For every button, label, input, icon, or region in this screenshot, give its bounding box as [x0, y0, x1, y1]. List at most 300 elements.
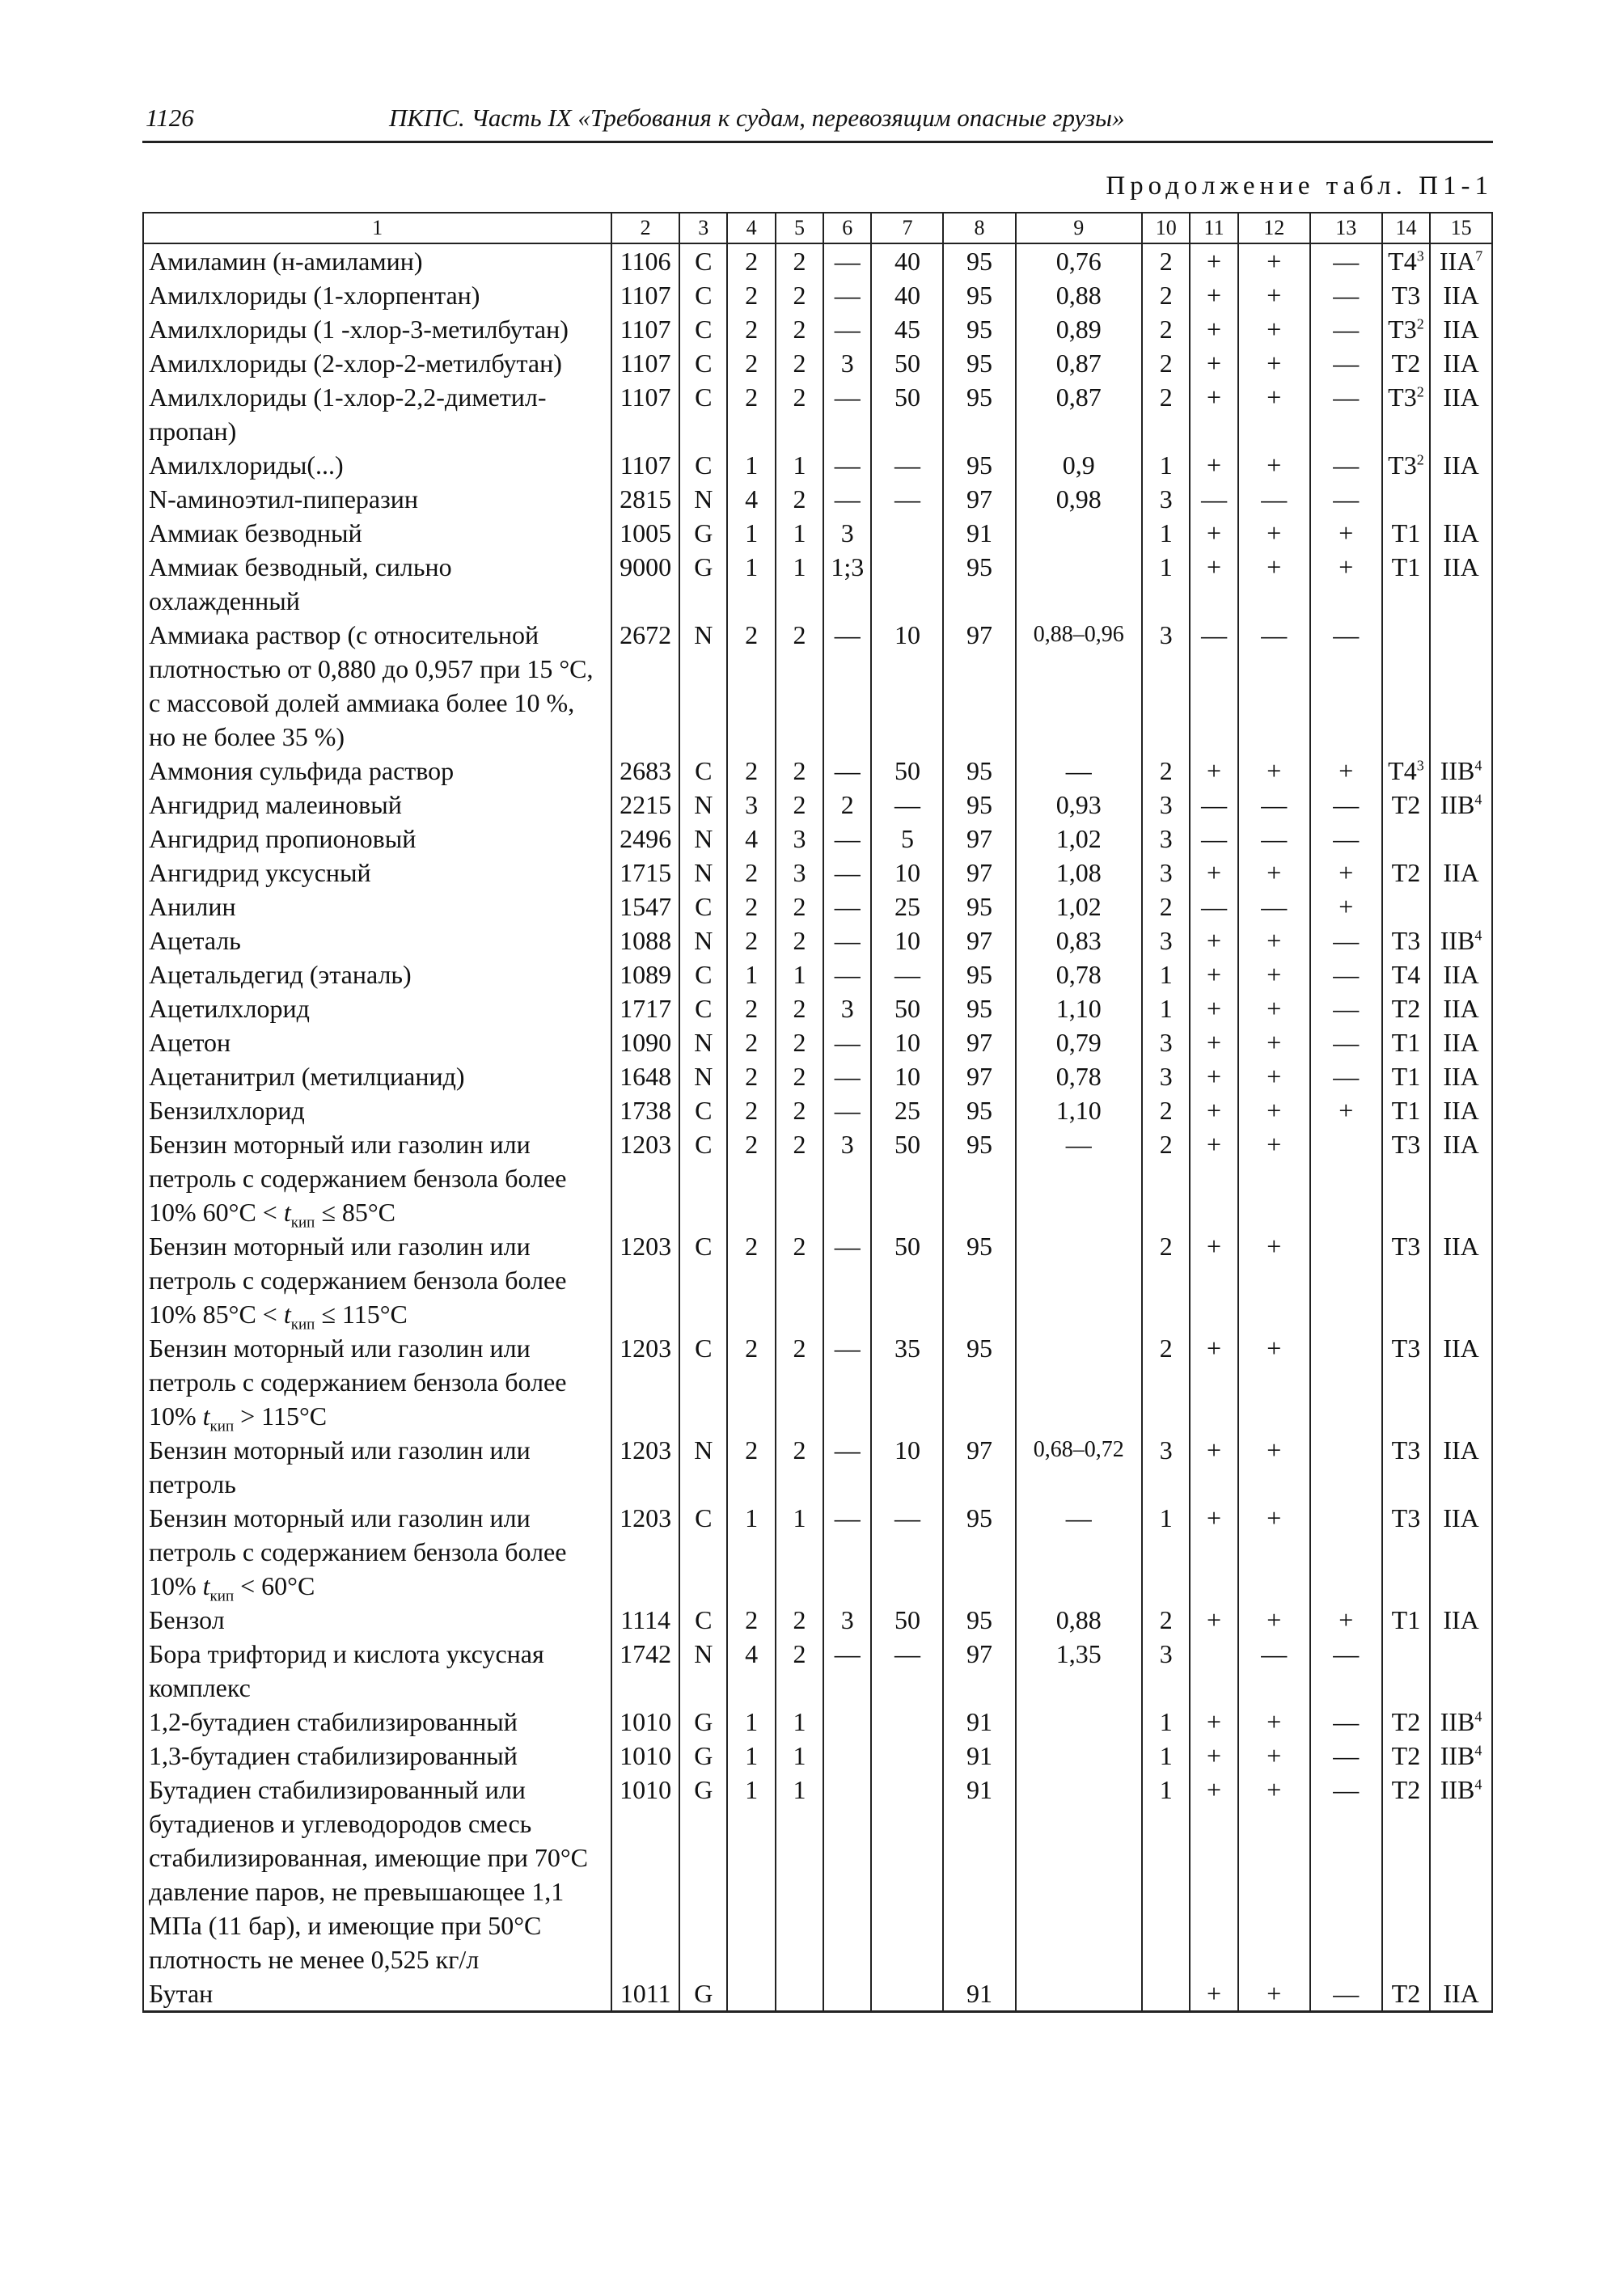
column-header: 1	[143, 213, 611, 243]
table-cell: —	[823, 1501, 871, 1603]
table-cell: 97	[943, 1025, 1015, 1059]
column-header: 7	[871, 213, 943, 243]
table-cell: —	[1310, 448, 1382, 482]
table-cell: —	[1310, 957, 1382, 991]
table-cell: G	[679, 1739, 727, 1773]
table-cell: +	[1190, 1705, 1237, 1739]
table-cell: IIA	[1430, 1127, 1492, 1229]
table-cell: 10	[871, 1059, 943, 1093]
table-cell: +	[1190, 856, 1237, 890]
table-cell: +	[1238, 991, 1310, 1025]
table-cell: 10	[871, 1433, 943, 1501]
table-cell: C	[679, 1603, 727, 1637]
table-cell: +	[1190, 1025, 1237, 1059]
table-cell: G	[679, 1705, 727, 1739]
table-cell: 97	[943, 822, 1015, 856]
table-cell: $T4^3$	[1382, 754, 1430, 788]
table-cell: —	[1016, 1501, 1143, 1603]
table-cell: 95	[943, 1501, 1015, 1603]
table-cell: IIA	[1430, 312, 1492, 346]
cargo-name-cell: Аммиак безводный	[143, 516, 611, 550]
table-cell: +	[1190, 1976, 1237, 2012]
table-cell: —	[1190, 482, 1237, 516]
table-cell: 3	[1142, 1433, 1190, 1501]
table-cell: IIA	[1430, 1093, 1492, 1127]
table-cell: T3	[1382, 1229, 1430, 1331]
table-cell: 40	[871, 278, 943, 312]
cargo-name-cell: Ангидрид пропионовый	[143, 822, 611, 856]
table-cell: 0,83	[1016, 924, 1143, 957]
table-cell: 25	[871, 890, 943, 924]
cargo-name-cell: Ацетон	[143, 1025, 611, 1059]
table-cell: IIA	[1430, 346, 1492, 380]
cargo-name-cell: Бора трифторид и кислота уксусная комплекс	[143, 1637, 611, 1705]
table-cell: 3	[1142, 822, 1190, 856]
table-header-row	[143, 213, 1492, 243]
table-cell: +	[1310, 1603, 1382, 1637]
table-cell: 2	[1142, 312, 1190, 346]
table-cell: 2	[1142, 1127, 1190, 1229]
table-cell: +	[1238, 516, 1310, 550]
table-cell: —	[823, 243, 871, 278]
table-cell: 95	[943, 957, 1015, 991]
table-cell: —	[1238, 890, 1310, 924]
table-cell: C	[679, 890, 727, 924]
table-cell: IIA	[1430, 1331, 1492, 1433]
table-row	[143, 1093, 1492, 1127]
table-cell: 1738	[611, 1093, 679, 1127]
table-cell: 91	[943, 1773, 1015, 1976]
table-cell: 95	[943, 1603, 1015, 1637]
table-cell: 10	[871, 1025, 943, 1059]
column-header: 4	[727, 213, 775, 243]
table-row	[143, 1637, 1492, 1705]
table-cell	[776, 1976, 823, 2012]
table-cell: +	[1190, 1059, 1237, 1093]
table-cell: 2	[776, 346, 823, 380]
table-cell: 97	[943, 1433, 1015, 1501]
table-cell: 2	[823, 788, 871, 822]
table-cell: —	[823, 618, 871, 754]
cargo-name-cell: 1,3-бутадиен стабилизированный	[143, 1739, 611, 1773]
table-cell: +	[1190, 1229, 1237, 1331]
table-cell: —	[1310, 1637, 1382, 1705]
cargo-name-cell: Амилхлориды (1-хлорпентан)	[143, 278, 611, 312]
table-cell: —	[871, 1501, 943, 1603]
table-cell: T3	[1382, 1331, 1430, 1433]
table-cell: IIA	[1430, 1976, 1492, 2012]
table-cell	[727, 1976, 775, 2012]
table-cell: 1106	[611, 243, 679, 278]
table-cell: —	[1310, 991, 1382, 1025]
table-cell: 1203	[611, 1501, 679, 1603]
table-cell: 97	[943, 482, 1015, 516]
table-cell: 3	[1142, 856, 1190, 890]
table-cell: —	[1016, 1127, 1143, 1229]
table-cell: +	[1190, 516, 1237, 550]
table-cell: IIA	[1430, 1059, 1492, 1093]
table-cell: 1	[727, 516, 775, 550]
table-cell: 1	[727, 1739, 775, 1773]
table-cell	[1430, 1637, 1492, 1705]
table-cell: 1203	[611, 1433, 679, 1501]
table-cell: 95	[943, 1093, 1015, 1127]
column-header: 11	[1190, 213, 1237, 243]
table-cell: 1090	[611, 1025, 679, 1059]
table-cell: 2	[1142, 1093, 1190, 1127]
table-cell: —	[1310, 1025, 1382, 1059]
table-cell: 1011	[611, 1976, 679, 2012]
cargo-name-cell: Амилхлориды (1-хлор-2,2-диметил-пропан)	[143, 380, 611, 448]
table-cell: 0,78	[1016, 957, 1143, 991]
table-cell: +	[1190, 1433, 1237, 1501]
table-cell: 0,98	[1016, 482, 1143, 516]
table-cell: 91	[943, 1739, 1015, 1773]
table-cell: T3	[1382, 1127, 1430, 1229]
table-body	[143, 243, 1492, 2012]
table-cell: 1010	[611, 1739, 679, 1773]
table-cell: —	[823, 448, 871, 482]
table-cell: +	[1190, 380, 1237, 448]
table-cell: G	[679, 1773, 727, 1976]
cargo-name-cell: Бензин моторный или газолин или петроль с содержанием бензола более 10% $85^\circ C < t_{кип} \le 115^\circ C$	[143, 1229, 611, 1331]
table-cell: 1,10	[1016, 1093, 1143, 1127]
table-row	[143, 1059, 1492, 1093]
column-header: 14	[1382, 213, 1430, 243]
table-cell: T3	[1382, 1501, 1430, 1603]
table-cell: 1	[776, 550, 823, 618]
table-cell: —	[823, 1229, 871, 1331]
table-cell: 1010	[611, 1705, 679, 1739]
table-cell: 2	[776, 278, 823, 312]
table-cell: —	[1310, 1773, 1382, 1976]
table-cell: 95	[943, 754, 1015, 788]
table-cell: +	[1190, 1127, 1237, 1229]
table-cell: 95	[943, 380, 1015, 448]
table-cell: IIB$^4$	[1430, 924, 1492, 957]
table-cell: 2	[1142, 1331, 1190, 1433]
table-cell: 3	[823, 346, 871, 380]
table-row	[143, 822, 1492, 856]
table-cell: 50	[871, 1229, 943, 1331]
table-cell: +	[1238, 1705, 1310, 1739]
table-cell: C	[679, 1331, 727, 1433]
table-cell: 2	[727, 924, 775, 957]
cargo-name-cell: Амилхлориды (2-хлор-2-метилбутан)	[143, 346, 611, 380]
table-cell: 10	[871, 618, 943, 754]
table-cell: T2	[1382, 1739, 1430, 1773]
cargo-name-cell: Бутан	[143, 1976, 611, 2012]
table-row	[143, 243, 1492, 278]
table-cell: 4	[727, 1637, 775, 1705]
table-cell: —	[823, 1059, 871, 1093]
table-cell: 2	[776, 991, 823, 1025]
table-cell: C	[679, 754, 727, 788]
table-cell	[1430, 890, 1492, 924]
table-cell: 3	[823, 1127, 871, 1229]
table-row	[143, 1229, 1492, 1331]
table-row	[143, 1976, 1492, 2012]
table-cell	[1382, 1637, 1430, 1705]
table-cell: +	[1238, 312, 1310, 346]
cargo-name-cell: Бензин моторный или газолин или петроль с содержанием бензола более 10% $t_{кип} < 60^\circ C$	[143, 1501, 611, 1603]
table-cell: C	[679, 346, 727, 380]
table-cell: 45	[871, 312, 943, 346]
table-cell: 2	[776, 1637, 823, 1705]
cargo-name-cell: N-аминоэтил-пиперазин	[143, 482, 611, 516]
table-row	[143, 788, 1492, 822]
cargo-name-cell: Бензин моторный или газолин или петроль с содержанием бензола более 10% $t_{кип} > 115^\circ C$	[143, 1331, 611, 1433]
table-cell: —	[823, 890, 871, 924]
table-cell: IIA	[1430, 516, 1492, 550]
table-cell: 0,88	[1016, 278, 1143, 312]
table-cell: 1107	[611, 312, 679, 346]
table-cell: +	[1238, 1739, 1310, 1773]
table-cell: +	[1190, 1093, 1237, 1127]
table-cell: 1;3	[823, 550, 871, 618]
table-row	[143, 924, 1492, 957]
cargo-name-cell: Бензол	[143, 1603, 611, 1637]
table-cell: —	[1310, 1059, 1382, 1093]
table-cell: 2683	[611, 754, 679, 788]
table-cell	[1016, 1705, 1143, 1739]
table-cell: 1	[727, 1705, 775, 1739]
table-cell: N	[679, 822, 727, 856]
table-cell: 2	[727, 1093, 775, 1127]
table-row	[143, 991, 1492, 1025]
table-cell: +	[1190, 243, 1237, 278]
table-cell: T1	[1382, 1025, 1430, 1059]
table-cell: +	[1190, 550, 1237, 618]
table-cell: N	[679, 1637, 727, 1705]
table-cell: +	[1190, 1501, 1237, 1603]
table-cell: 1	[727, 550, 775, 618]
column-header: 2	[611, 213, 679, 243]
table-cell: 2	[776, 1093, 823, 1127]
table-cell: T2	[1382, 991, 1430, 1025]
table-cell	[1016, 1331, 1143, 1433]
table-cell: —	[823, 278, 871, 312]
table-cell: 1	[1142, 957, 1190, 991]
table-cell: N	[679, 618, 727, 754]
table-cell: —	[823, 1093, 871, 1127]
table-cell: 1715	[611, 856, 679, 890]
table-cell	[1016, 1773, 1143, 1976]
table-cell: 2	[1142, 278, 1190, 312]
table-cell	[1310, 1229, 1382, 1331]
table-cell: —	[823, 924, 871, 957]
table-cell: 0,79	[1016, 1025, 1143, 1059]
table-cell: 3	[776, 856, 823, 890]
table-cell: +	[1238, 346, 1310, 380]
table-cell: 1203	[611, 1331, 679, 1433]
table-cell: 1648	[611, 1059, 679, 1093]
table-cell: +	[1190, 312, 1237, 346]
table-cell	[1430, 618, 1492, 754]
table-cell: $T4^3$	[1382, 243, 1430, 278]
table-cell: +	[1238, 754, 1310, 788]
table-cell: C	[679, 991, 727, 1025]
table-cell	[1016, 1739, 1143, 1773]
table-cell: 2	[727, 1331, 775, 1433]
table-cell: N	[679, 788, 727, 822]
table-cell: 2	[727, 346, 775, 380]
table-cell: $T3^2$	[1382, 312, 1430, 346]
table-cell	[871, 516, 943, 550]
table-cell: 1,10	[1016, 991, 1143, 1025]
table-cell: 50	[871, 991, 943, 1025]
table-cell: +	[1238, 1127, 1310, 1229]
table-cell: +	[1238, 1976, 1310, 2012]
table-cell: +	[1190, 1739, 1237, 1773]
table-cell	[871, 1739, 943, 1773]
table-cell: 3	[1142, 618, 1190, 754]
table-cell: —	[1016, 754, 1143, 788]
table-cell: T2	[1382, 1705, 1430, 1739]
table-row	[143, 890, 1492, 924]
table-cell: —	[1310, 380, 1382, 448]
table-cell: IIA	[1430, 550, 1492, 618]
table-cell: 1	[727, 1501, 775, 1603]
table-cell	[1310, 1331, 1382, 1433]
table-cell: 0,88	[1016, 1603, 1143, 1637]
table-cell: +	[1190, 1773, 1237, 1976]
table-cell: +	[1238, 550, 1310, 618]
table-cell: 2	[776, 1229, 823, 1331]
table-cell: +	[1310, 550, 1382, 618]
table-cell	[1382, 822, 1430, 856]
table-cell	[1382, 482, 1430, 516]
table-cell: 0,9	[1016, 448, 1143, 482]
table-cell: +	[1238, 380, 1310, 448]
table-cell: 91	[943, 1976, 1015, 2012]
table-cell: 2	[1142, 754, 1190, 788]
table-cell: T1	[1382, 516, 1430, 550]
page-header	[142, 104, 1493, 143]
cargo-name-cell: Ацетальдегид (этаналь)	[143, 957, 611, 991]
table-cell: 1,35	[1016, 1637, 1143, 1705]
table-cell: 50	[871, 1603, 943, 1637]
table-cell: —	[823, 822, 871, 856]
table-cell: —	[1310, 278, 1382, 312]
table-cell: 1107	[611, 380, 679, 448]
table-cell: —	[823, 754, 871, 788]
table-cell: —	[823, 1433, 871, 1501]
table-cell: 50	[871, 380, 943, 448]
table-cell: $T3^2$	[1382, 380, 1430, 448]
table-cell: G	[679, 550, 727, 618]
table-cell: 2	[776, 924, 823, 957]
table-cell: IIA	[1430, 1501, 1492, 1603]
table-cell	[871, 1705, 943, 1739]
column-header: 12	[1238, 213, 1310, 243]
table-cell	[1016, 1229, 1143, 1331]
table-cell: —	[1310, 1705, 1382, 1739]
table-cell: —	[871, 788, 943, 822]
table-cell: 2	[727, 991, 775, 1025]
cargo-name-cell: Ангидрид уксусный	[143, 856, 611, 890]
table-cell: 50	[871, 1127, 943, 1229]
table-cell: 2	[776, 890, 823, 924]
table-cell: +	[1310, 1093, 1382, 1127]
table-cell: N	[679, 856, 727, 890]
table-cell: +	[1238, 957, 1310, 991]
column-header: 15	[1430, 213, 1492, 243]
table-cell: +	[1310, 754, 1382, 788]
table-row	[143, 1331, 1492, 1433]
table-cell: 97	[943, 618, 1015, 754]
table-cell	[1310, 1127, 1382, 1229]
table-cell: 2	[776, 243, 823, 278]
table-cell: 1	[727, 1773, 775, 1976]
table-row	[143, 1603, 1492, 1637]
table-cell	[1142, 1976, 1190, 2012]
table-cell: T3	[1382, 924, 1430, 957]
table-cell: 2	[776, 312, 823, 346]
table-cell: T1	[1382, 550, 1430, 618]
table-cell: 0,87	[1016, 380, 1143, 448]
table-cell: C	[679, 312, 727, 346]
table-cell: 3	[1142, 1637, 1190, 1705]
table-cell: 1	[776, 1739, 823, 1773]
table-cell	[1310, 1433, 1382, 1501]
table-cell: 1	[776, 1705, 823, 1739]
table-cell: 97	[943, 924, 1015, 957]
table-cell: —	[1310, 924, 1382, 957]
table-cell: 2496	[611, 822, 679, 856]
table-cell: 1	[1142, 1705, 1190, 1739]
table-cell: 2	[776, 482, 823, 516]
cargo-name-cell: Анилин	[143, 890, 611, 924]
table-cell: 1	[1142, 1739, 1190, 1773]
table-cell: C	[679, 957, 727, 991]
table-cell: 95	[943, 1331, 1015, 1433]
table-row	[143, 550, 1492, 618]
table-cell: —	[823, 1637, 871, 1705]
table-cell: 2815	[611, 482, 679, 516]
table-cell: 1	[776, 1773, 823, 1976]
table-cell: 2	[727, 1603, 775, 1637]
column-header: 6	[823, 213, 871, 243]
table-cell: 95	[943, 788, 1015, 822]
table-cell: 2	[727, 754, 775, 788]
table-cell: 0,93	[1016, 788, 1143, 822]
table-cell: IIA	[1430, 856, 1492, 890]
table-cell	[823, 1739, 871, 1773]
table-cell: C	[679, 448, 727, 482]
table-cell: 1	[1142, 1773, 1190, 1976]
table-cell: 9000	[611, 550, 679, 618]
table-cell: 4	[727, 822, 775, 856]
table-row	[143, 1127, 1492, 1229]
table-row	[143, 516, 1492, 550]
table-cell: 1088	[611, 924, 679, 957]
cargo-name-cell: Амиламин (н-амиламин)	[143, 243, 611, 278]
table-cell: +	[1310, 516, 1382, 550]
table-row	[143, 618, 1492, 754]
table-cell: +	[1238, 856, 1310, 890]
table-cell: IIA	[1430, 957, 1492, 991]
table-cell: 3	[823, 1603, 871, 1637]
table-cell: IIA	[1430, 1603, 1492, 1637]
table-cell: 95	[943, 448, 1015, 482]
table-cell: 3	[727, 788, 775, 822]
table-cell: —	[1238, 618, 1310, 754]
table-cell: IIA	[1430, 1433, 1492, 1501]
table-cell: IIA	[1430, 278, 1492, 312]
table-cell: 1	[727, 448, 775, 482]
cargo-name-cell: Ацетанитрил (метилцианид)	[143, 1059, 611, 1093]
